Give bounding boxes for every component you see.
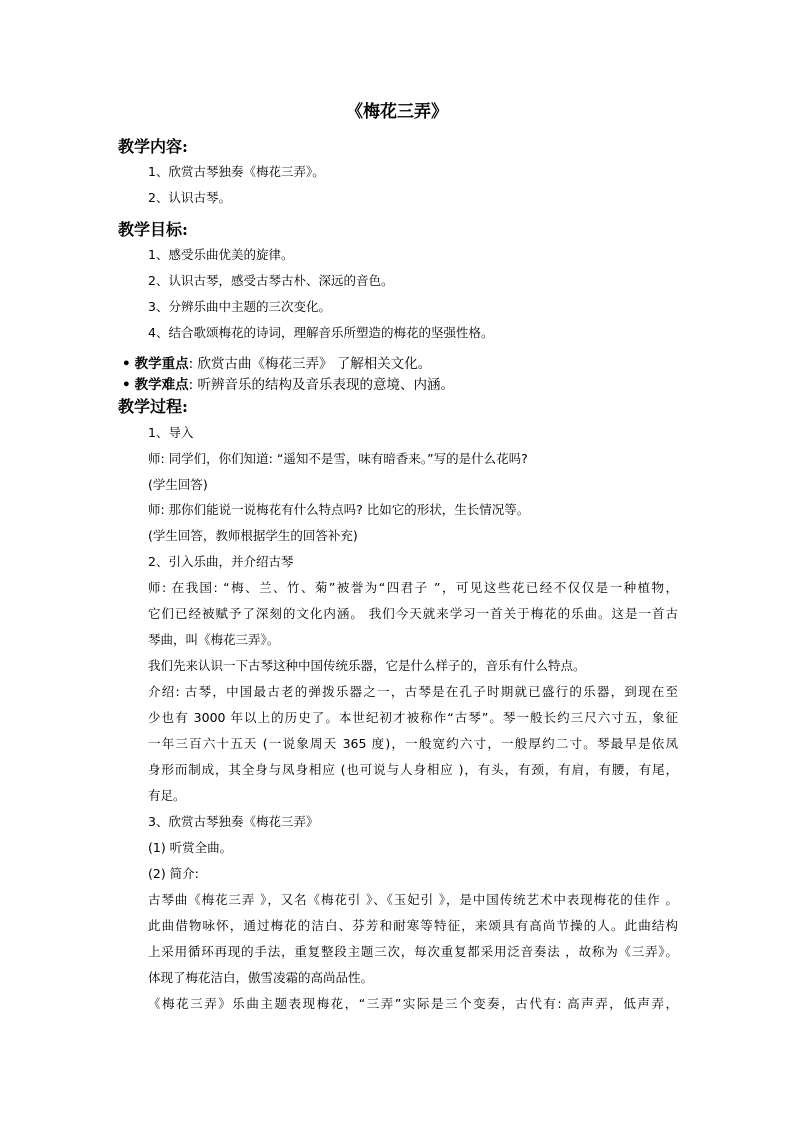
process-line: 少也有 3000 年以上的历史了。本世纪初才被称作“古琴”。琴一般长约三尺六寸五，象征 xyxy=(148,710,678,725)
process-line: 身形而制成，其全身与凤身相应 (也可说与人身相应 )，有头，有颈，有肩，有腰，有尾， xyxy=(148,762,678,777)
content-item: 1、欣赏古琴独奏《梅花三弄》。 xyxy=(148,164,325,179)
process-line: 师: 同学们，你们知道: “遥知不是雪，味有暗香来。”写的是什么花吗? xyxy=(148,451,528,466)
goal-item: 1、感受乐曲优美的旋律。 xyxy=(148,247,294,262)
process-line: 1、导入 xyxy=(148,425,194,440)
process-line: 2、引入乐曲，并介绍古琴 xyxy=(148,554,294,569)
process-line: 有足。 xyxy=(148,788,186,803)
difficulty-point xyxy=(122,373,454,393)
goal-item: 2、认识古琴，感受古琴古朴、深远的音色。 xyxy=(148,273,394,288)
key-point-text: : 欣赏古曲《梅花三弄》 了解相关文化。 xyxy=(188,356,432,372)
process-line: 此曲借物咏怀，通过梅花的洁白、芬芳和耐寒等特征，来颂具有高尚节操的人。此曲结构 xyxy=(148,918,678,933)
process-line: 介绍: 古琴，中国最古老的弹拨乐器之一，古琴是在孔子时期就已盛行的乐器，到现在至 xyxy=(148,684,678,699)
process-line: (学生回答，教师根据学生的回答补充) xyxy=(148,528,358,543)
process-line: (学生回答) xyxy=(148,477,208,492)
bullet-icon: • xyxy=(122,356,131,372)
process-line: 琴曲，叫《梅花三弄》。 xyxy=(148,632,280,647)
process-line: (2) 简介: xyxy=(148,866,199,881)
heading-process: 教学过程: xyxy=(118,397,188,416)
goal-item: 3、分辨乐曲中主题的三次变化。 xyxy=(148,299,331,314)
process-line: (1) 听赏全曲。 xyxy=(148,840,233,855)
difficulty-text: : 听辨音乐的结构及音乐表现的意境、内涵。 xyxy=(188,377,454,393)
key-point xyxy=(122,352,431,372)
process-line: 古琴曲《梅花三弄 》，又名《梅花引 》、《玉妃引 》，是中国传统艺术中表现梅花的佳作 。 xyxy=(148,892,678,907)
process-line: 师: 那你们能说一说梅花有什么特点吗? 比如它的形状，生长情况等。 xyxy=(148,502,530,517)
process-line: 体现了梅花洁白，傲雪凌霜的高尚品性。 xyxy=(148,970,374,985)
process-line: 《梅花三弄》乐曲主题表现梅花，“三弄”实际是三个变奏，古代有: 高声弄，低声弄， xyxy=(148,996,678,1011)
document-title: 《梅花三弄》 xyxy=(346,102,448,122)
heading-goals: 教学目标: xyxy=(118,220,188,239)
process-line: 3、欣赏古琴独奏《梅花三弄》 xyxy=(148,814,319,829)
process-line: 一年三百六十五天 (一说象周天 365 度)，一般宽约六寸，一般厚约二寸。琴最早是依凤 xyxy=(148,736,678,751)
bullet-icon: • xyxy=(122,377,131,393)
content-item: 2、认识古琴。 xyxy=(148,190,231,205)
heading-content: 教学内容: xyxy=(118,137,188,156)
process-line: 它们已经被赋予了深刻的文化内涵。 我们今天就来学习一首关于梅花的乐曲。这是一首古 xyxy=(148,606,678,621)
process-line: 我们先来认识一下古琴这种中国传统乐器，它是什么样子的，音乐有什么特点。 xyxy=(148,658,586,673)
key-point-label: 教学重点 xyxy=(134,356,189,372)
process-line: 师: 在我国: “梅、兰、竹、菊”被誉为“四君子 ”，可见这些花已经不仅仅是一种植物， xyxy=(148,580,678,595)
goal-item: 4、结合歌颂梅花的诗词，理解音乐所塑造的梅花的坚强性格。 xyxy=(148,325,494,340)
process-line: 上采用循环再现的手法，重复整段主题三次，每次重复都采用泛音奏法 ，故称为《三弄》。 xyxy=(148,944,678,959)
difficulty-label: 教学难点 xyxy=(134,377,189,393)
